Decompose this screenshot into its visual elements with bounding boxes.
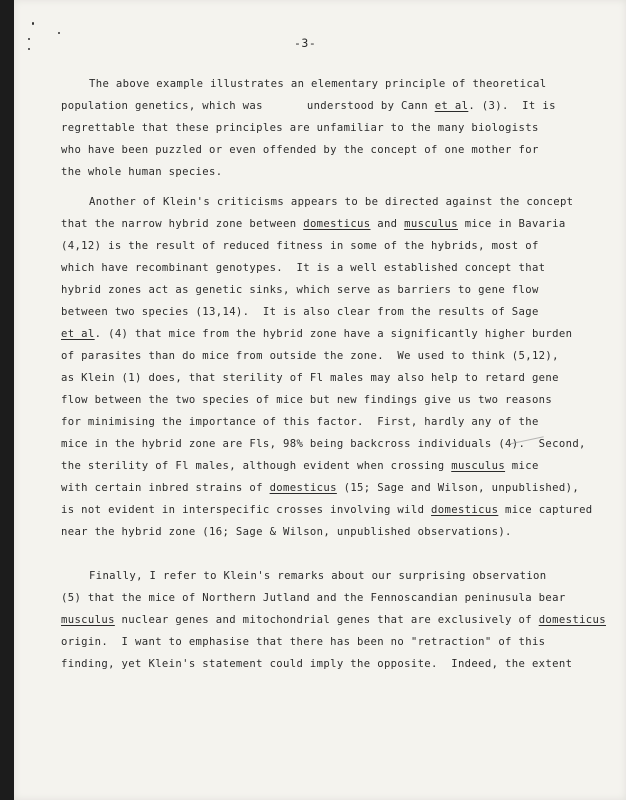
text-run: near the hybrid zone (16; Sage & Wilson, unpublished observations). xyxy=(61,526,512,538)
text-run: and xyxy=(370,218,405,230)
text-line xyxy=(61,372,559,384)
text-run: (5) that the mice of Northern Jutland and the Fennoscandian peninusula bear xyxy=(61,592,566,604)
text-run: for minimising the importance of this factor. First, hardly any of the xyxy=(61,416,539,428)
text-run: mice captured xyxy=(498,504,593,516)
text-line xyxy=(61,592,566,604)
text-run: understood by Cann xyxy=(306,100,435,112)
text-run: nuclear genes and mitochondrial genes that are exclusively of xyxy=(114,614,539,626)
underlined-term: domesticus xyxy=(431,504,499,516)
text-line xyxy=(61,100,556,112)
text-line xyxy=(89,78,547,90)
text-line xyxy=(61,328,572,340)
text-run: mice xyxy=(505,460,539,472)
text-run: (4,12) is the result of reduced fitness in some of the hybrids, most of xyxy=(61,240,539,252)
text-run: with certain inbred strains of xyxy=(61,482,270,494)
text-run: is not evident in interspecific crosses involving wild xyxy=(61,504,432,516)
text-line xyxy=(61,636,545,648)
underlined-term: musculus xyxy=(451,460,506,472)
page-number: -3- xyxy=(294,36,317,50)
underlined-term: musculus xyxy=(404,218,458,230)
text-line xyxy=(61,614,606,626)
text-run: (15; Sage and Wilson, unpublished), xyxy=(336,482,580,494)
underlined-term: domesticus xyxy=(303,218,371,230)
text-line xyxy=(61,526,512,538)
scan-speck xyxy=(28,48,30,50)
text-line xyxy=(61,218,566,230)
underlined-term: musculus xyxy=(61,614,115,626)
text-line xyxy=(61,350,559,362)
text-line xyxy=(61,166,222,178)
text-line xyxy=(89,196,573,208)
text-run: who have been puzzled or even offended by the concept of one mother for xyxy=(61,144,539,156)
text-run: between two species (13,14). It is also clear from the results of Sage xyxy=(61,306,539,318)
underlined-term: et al xyxy=(61,328,95,340)
text-run: finding, yet Klein's statement could imply the opposite. Indeed, the extent xyxy=(61,658,573,670)
text-run: . (3). It is xyxy=(468,100,556,112)
scan-speck xyxy=(32,22,34,25)
text-line xyxy=(61,504,593,516)
text-run: Another of Klein's criticisms appears to be directed against the concept xyxy=(89,196,574,208)
text-run: population genetics, which was xyxy=(61,100,263,112)
scan-speck xyxy=(58,32,60,34)
underlined-term: domesticus xyxy=(269,482,337,494)
underlined-term: et al xyxy=(434,100,469,112)
text-run: flow between the two species of mice but new findings give us two reasons xyxy=(61,394,553,406)
text-run: hybrid zones act as genetic sinks, which serve as barriers to gene flow xyxy=(61,284,539,296)
text-run: mice in Bavaria xyxy=(457,218,566,230)
text-line xyxy=(61,144,539,156)
text-run: mice in the hybrid zone are Fls, 98% being backcross individuals (4). Second, xyxy=(61,438,586,450)
text-run: regrettable that these principles are unfamiliar to the many biologists xyxy=(61,122,539,134)
text-line xyxy=(61,460,539,472)
text-line xyxy=(61,262,545,274)
text-run: origin. I want to emphasise that there has been no "retraction" of this xyxy=(61,636,546,648)
text-run: of parasites than do mice from outside the zone. We used to think (5,12), xyxy=(61,350,559,362)
text-line xyxy=(61,240,539,252)
document-page xyxy=(14,0,626,800)
text-run: the sterility of Fl males, although evident when crossing xyxy=(61,460,452,472)
text-line xyxy=(61,306,539,318)
text-run: The above example illustrates an elementary principle of theoretical xyxy=(89,78,547,90)
text-line xyxy=(61,394,552,406)
text-run: . (4) that mice from the hybrid zone have a significantly higher burden xyxy=(94,328,573,340)
text-line xyxy=(61,416,539,428)
text-run: the whole human species. xyxy=(61,166,223,178)
text-run: as Klein (1) does, that sterility of Fl males may also help to retard gene xyxy=(61,372,559,384)
text-line xyxy=(61,658,572,670)
text-line xyxy=(61,482,579,494)
underlined-term: domesticus xyxy=(538,614,606,626)
text-line xyxy=(61,122,539,134)
text-run: that the narrow hybrid zone between xyxy=(61,218,304,230)
text-line xyxy=(61,438,586,450)
text-line xyxy=(89,570,547,582)
text-run: which have recombinant genotypes. It is a well established concept that xyxy=(61,262,546,274)
text-run: Finally, I refer to Klein's remarks about our surprising observation xyxy=(89,570,547,582)
scan-speck xyxy=(28,38,30,40)
text-line xyxy=(61,284,539,296)
